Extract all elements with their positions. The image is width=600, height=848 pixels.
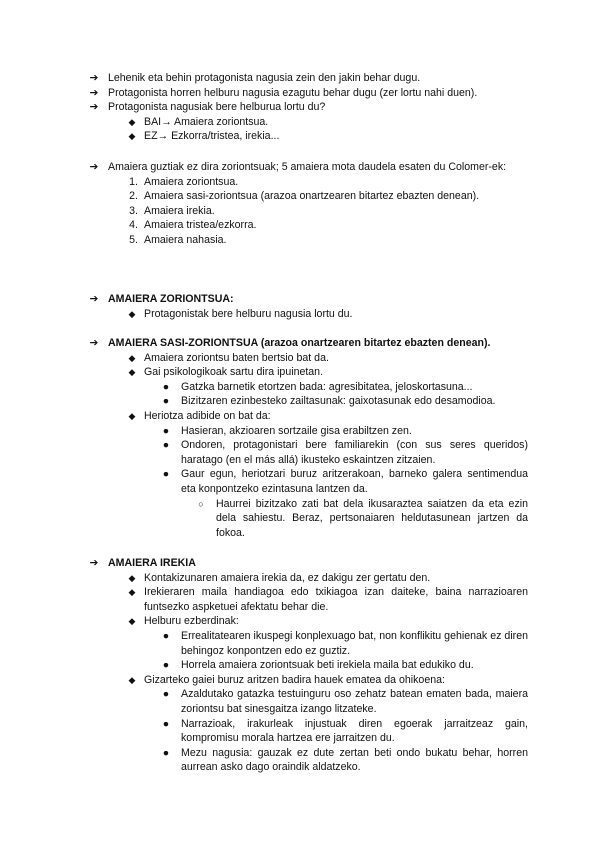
sub-sub-list-item	[0, 497, 600, 541]
sub-list-item	[0, 467, 600, 496]
sub-list-item	[0, 380, 600, 395]
open-ending-section	[0, 556, 600, 775]
sub-list-item	[0, 394, 600, 409]
numbered-item	[0, 204, 600, 219]
list-item-text: Amaiera guztiak ez dira zoriontsuak; 5 amaiera mota daudela esaten du Colomer-ek:	[108, 161, 507, 173]
list-item	[0, 409, 600, 424]
dot-bullet-icon: ●	[162, 629, 170, 642]
arrow-bullet-icon: ➔	[89, 557, 99, 569]
arrow-bullet-icon: ➔	[89, 337, 99, 349]
numbered-item	[0, 189, 600, 204]
sub-list-item-text: Errealitatearen ikuspegi konplexuago bat, non konflikitu gehienak ez diren behingoz konpontzen edo ez guztiz.	[181, 629, 528, 657]
sub-list-item	[0, 629, 600, 658]
list-item-text: Irekieraren maila handiagoa edo txikiagoa izan daiteke, baina narrazioaren funtsezko aspketuei afektatu behar die.	[144, 586, 528, 613]
dot-bullet-icon: ●	[162, 424, 170, 437]
numbered-item-text: Amaiera sasi-zoriontsua (arazoa onartzearen bitartez ebazten denean).	[144, 190, 480, 203]
numbered-item-text: Amaiera irekia.	[144, 204, 215, 217]
numbered-item	[0, 233, 600, 248]
list-item-text: BAI→ Amaiera zoriontsua.	[144, 115, 269, 128]
diamond-bullet-icon: ◆	[128, 410, 136, 421]
numbered-item	[0, 175, 600, 190]
dot-bullet-icon: ●	[162, 659, 170, 672]
diamond-bullet-icon: ◆	[128, 352, 136, 363]
section-heading: AMAIERA ZORIONTSUA:	[108, 293, 234, 305]
numbered-item-text: Amaiera nahasia.	[144, 233, 227, 246]
diamond-bullet-icon: ◆	[128, 116, 136, 127]
list-item-text: Kontakizunaren amaiera irekia da, ez dakigu zer gertatu den.	[144, 571, 431, 584]
diamond-bullet-icon: ◆	[128, 572, 136, 583]
diamond-bullet-icon: ◆	[128, 367, 136, 378]
dot-bullet-icon: ●	[162, 439, 170, 452]
diamond-bullet-icon: ◆	[128, 616, 136, 627]
list-item-text: Lehenik eta behin protagonista nagusia zein den jakin behar dugu.	[108, 72, 421, 84]
arrow-bullet-icon: ➔	[89, 72, 99, 84]
section-heading-row	[0, 292, 600, 307]
item-number: 3.	[129, 204, 138, 217]
numbered-item-text: Amaiera zoriontsua.	[144, 175, 239, 188]
list-item	[0, 86, 600, 101]
list-item	[0, 129, 600, 144]
diamond-bullet-icon: ◆	[128, 674, 136, 685]
intro-section	[0, 71, 600, 144]
item-number: 2.	[129, 190, 138, 203]
list-item-text: Protagonista nagusiak bere helburua lortu du?	[108, 101, 326, 114]
diamond-bullet-icon: ◆	[128, 587, 136, 598]
dot-bullet-icon: ●	[162, 380, 170, 393]
list-item-text: Gai psikologikoak sartu dira ipuinetan.	[144, 366, 324, 379]
happy-ending-section	[0, 292, 600, 321]
dot-bullet-icon: ●	[162, 468, 170, 481]
diamond-bullet-icon: ◆	[128, 131, 136, 142]
list-item-text: EZ→ Ezkorra/tristea, irekia...	[144, 130, 280, 143]
section-heading-row	[0, 556, 600, 571]
list-item	[0, 351, 600, 366]
list-item-text: Amaiera zoriontsu baten bertsio bat da.	[144, 351, 329, 364]
arrow-bullet-icon: ➔	[89, 161, 99, 173]
section-heading: AMAIERA IREKIA	[108, 557, 196, 569]
pseudo-happy-ending-section	[0, 336, 600, 540]
section-heading-row	[0, 336, 600, 351]
circle-bullet-icon: ○	[198, 498, 204, 509]
list-item-text: Protagonista horren helburu nagusia ezagutu behar dugu (zer lortu nahi duen).	[108, 86, 478, 99]
list-item	[0, 571, 600, 586]
list-item-text: Heriotza adibide on bat da:	[144, 409, 271, 422]
sub-list-item	[0, 438, 600, 467]
sub-sub-list-item-text: Haurrei bizitzako zati bat dela ikusaraztea saiatzen da eta ezin dela sahiestu. Beraz, pertsonaiaren heldutasunean jartzen da fokoa.	[216, 497, 528, 539]
list-item-text: Protagonistak bere helburu nagusia lortu du.	[144, 307, 353, 320]
types-section	[0, 160, 600, 248]
dot-bullet-icon: ●	[162, 395, 170, 408]
dot-bullet-icon: ●	[162, 688, 170, 701]
list-item-text: Helburu ezberdinak:	[144, 615, 239, 628]
list-item	[0, 71, 600, 86]
sub-list-item	[0, 687, 600, 716]
item-number: 4.	[129, 219, 138, 232]
arrow-bullet-icon: ➔	[89, 101, 99, 114]
diamond-bullet-icon: ◆	[128, 308, 136, 319]
item-number: 1.	[129, 175, 138, 188]
dot-bullet-icon: ●	[162, 717, 170, 730]
numbered-item-text: Amaiera tristea/ezkorra.	[144, 219, 257, 232]
sub-list-item-text: Narrazioak, irakurleak injustuak diren egoerak jarraitzeaz gain, kompromisu morala hartzea ere jarraitzen du.	[181, 717, 528, 745]
list-item	[0, 673, 600, 688]
dot-bullet-icon: ●	[162, 746, 170, 759]
sub-list-item-text: Ondoren, protagonistari bere familiarekin (con sus seres queridos) haratago (en el más allá) ikusteko eskaintzen zitzaien.	[181, 439, 528, 466]
sub-list-item-text: Hasieran, akzioaren sortzaile gisa erabiltzen zen.	[181, 424, 412, 437]
numbered-item	[0, 218, 600, 233]
sub-list-item	[0, 746, 600, 775]
sub-list-item-text: Gaur egun, heriotzari buruz aritzerakoan, barneko galera sentimendua eta konpontzeko ezintasuna lantzen da.	[181, 468, 528, 495]
list-item-text: Gizarteko gaiei buruz aritzen badira hauek ematea da ohikoena:	[144, 673, 445, 686]
item-number: 5.	[129, 233, 138, 246]
list-item	[0, 100, 600, 115]
sub-list-item	[0, 717, 600, 746]
section-heading: AMAIERA SASI-ZORIONTSUA (arazoa onartzearen bitartez ebazten denean).	[108, 337, 491, 349]
sub-list-item-text: Mezu nagusia: gauzak ez dute zertan beti ondo bukatu behar, horren aurrean asko dago oraindik aldatzeko.	[181, 746, 528, 774]
list-item	[0, 115, 600, 130]
arrow-bullet-icon: ➔	[89, 86, 99, 99]
sub-list-item-text: Horrela amaiera zoriontsuak beti irekiela maila bat edukiko du.	[181, 659, 474, 672]
list-item	[0, 585, 600, 614]
list-item	[0, 365, 600, 380]
sub-list-item	[0, 424, 600, 439]
sub-list-item-text: Gatzka barnetik etortzen bada: agresibitatea, jeloskortasuna...	[181, 380, 473, 393]
sub-list-item-text: Bizitzaren ezinbesteko zailtasunak: gaixotasunak edo desamodioa.	[181, 395, 496, 408]
list-item	[0, 614, 600, 629]
arrow-bullet-icon: ➔	[89, 293, 99, 305]
list-item	[0, 307, 600, 322]
list-item	[0, 160, 600, 175]
sub-list-item-text: Azaldutako gatazka testuinguru oso zehatz batean ematen bada, maiera zoriontsu bat sinesgaitza izango litzateke.	[181, 688, 528, 715]
sub-list-item	[0, 658, 600, 673]
